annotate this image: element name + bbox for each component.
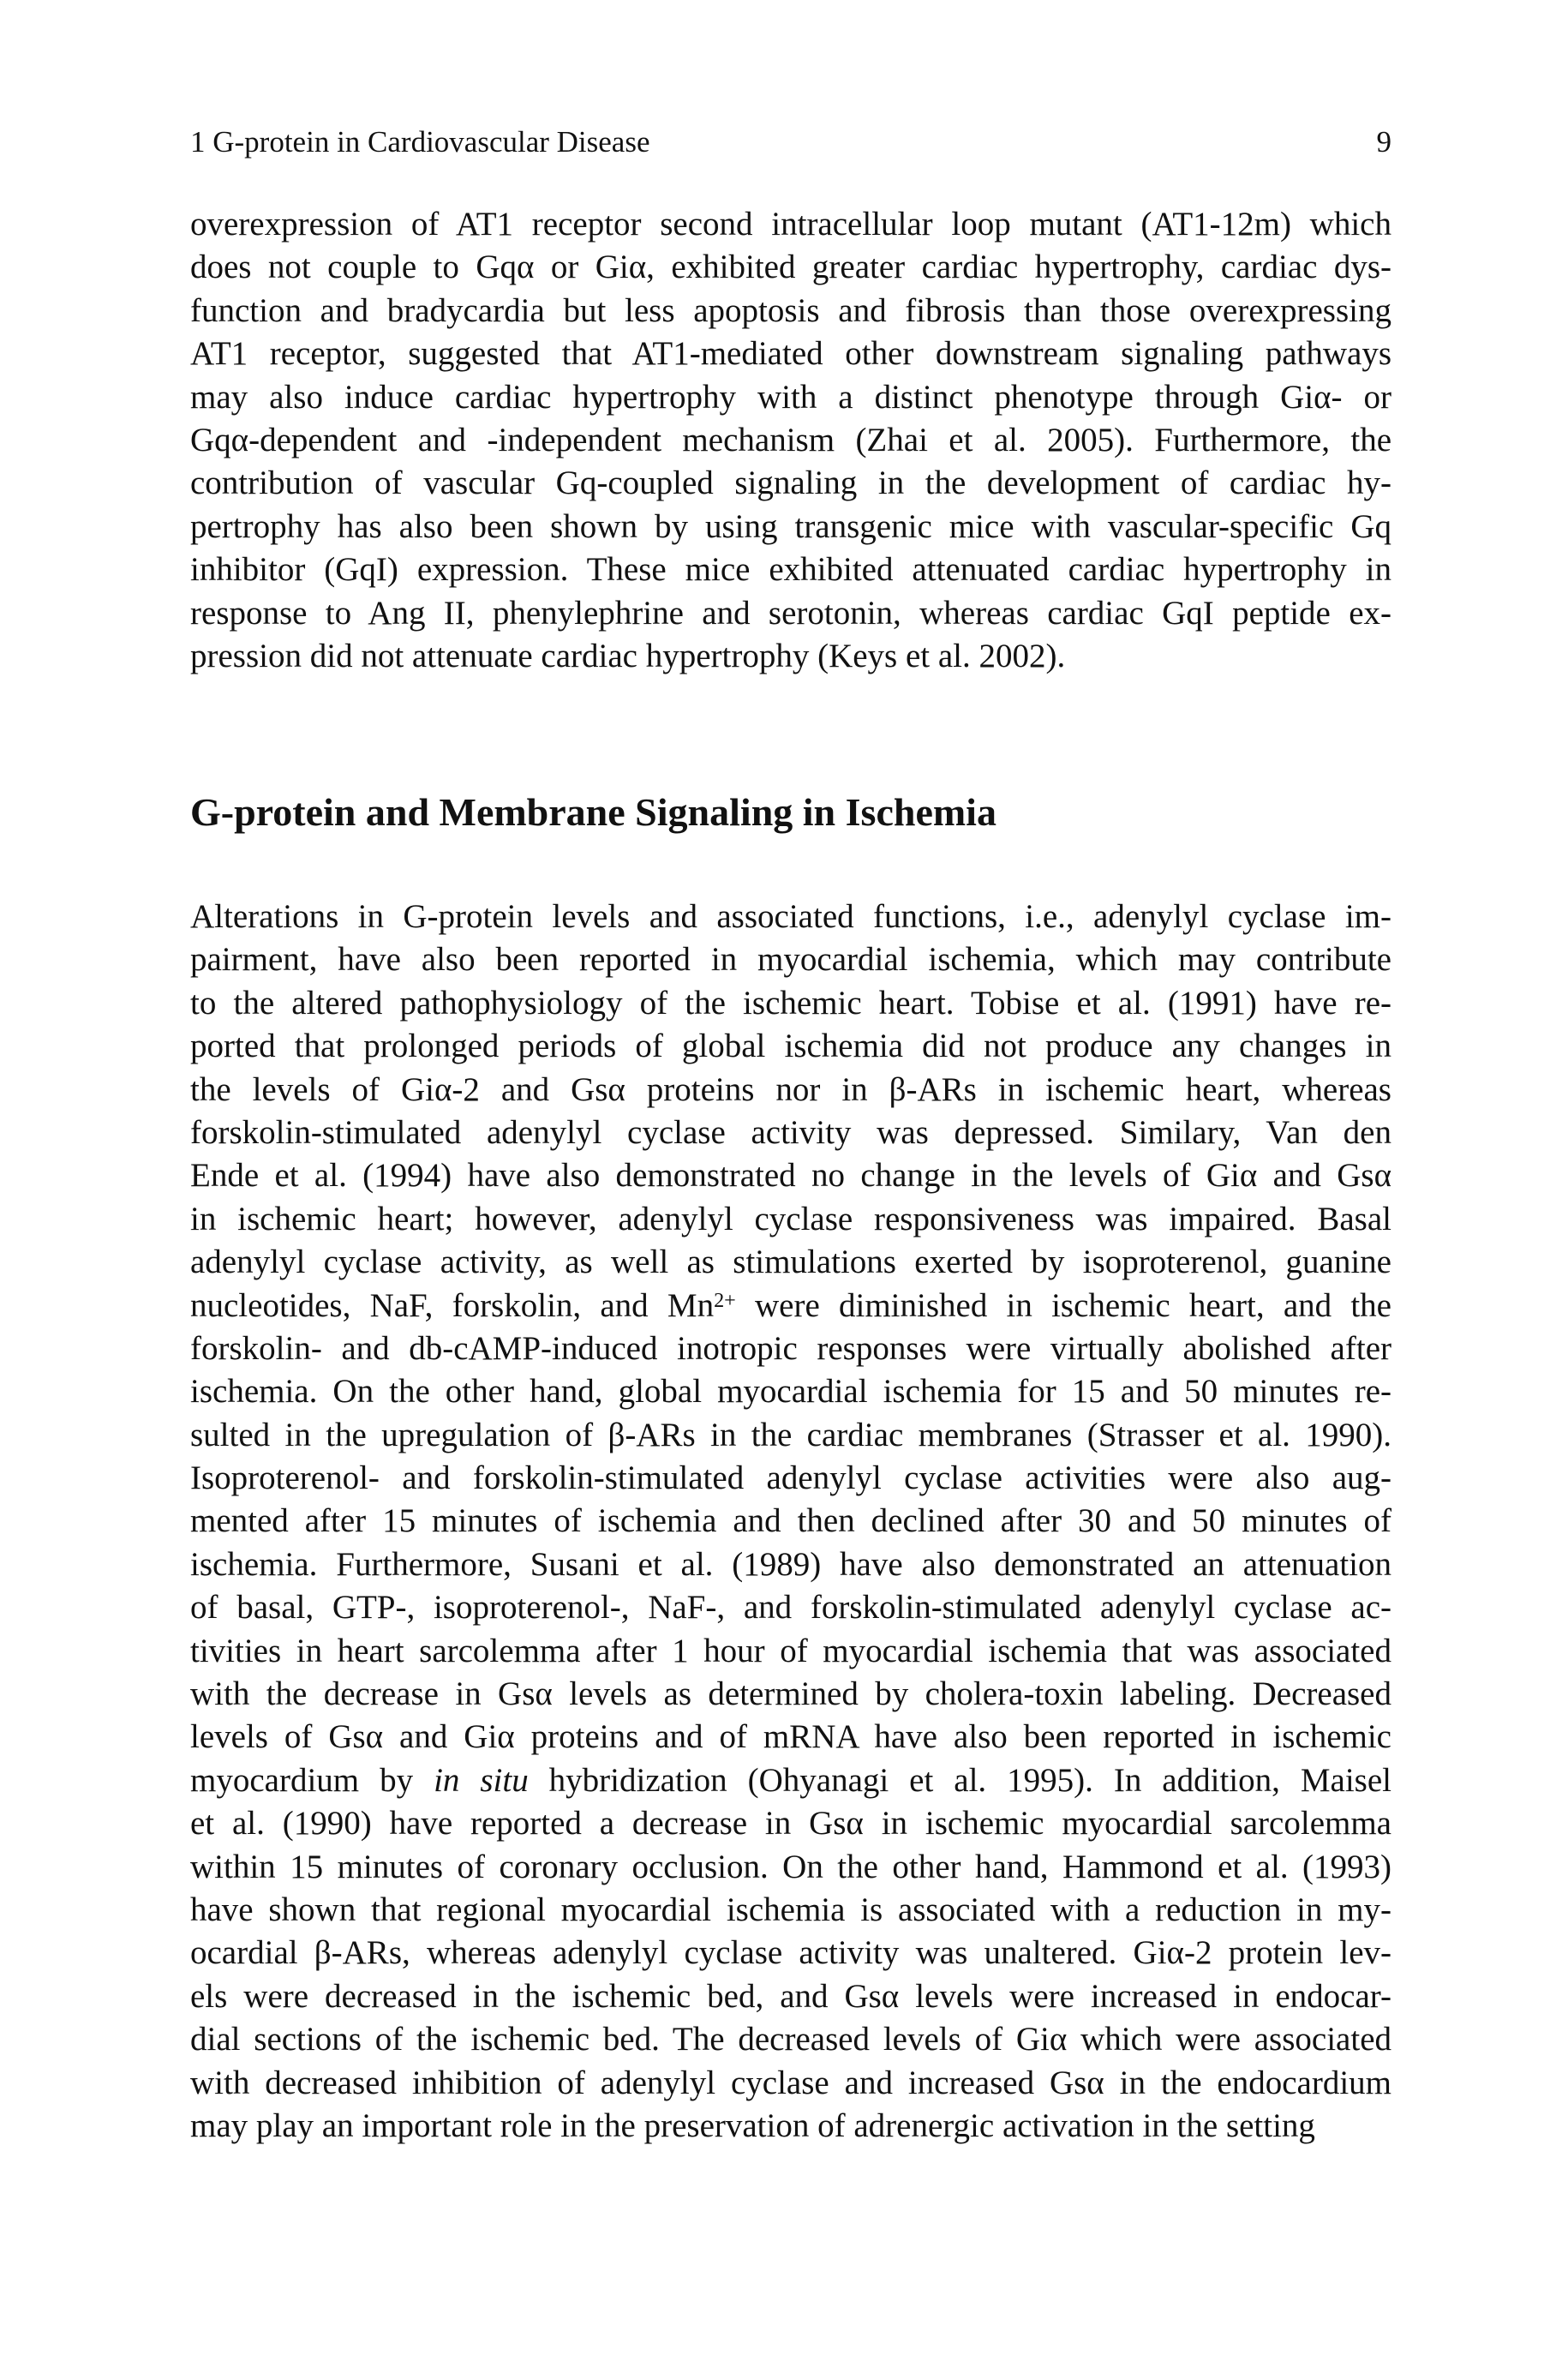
text-line: Ende et al. (1994) have also demonstrated no change in the levels of Giα and Gsα (190, 1157, 1391, 1195)
text-line: in ischemic heart; however, adenylyl cyclase responsiveness was impaired. Basal (190, 1200, 1391, 1237)
text-line: does not couple to Gqα or Giα, exhibited greater cardiac hypertrophy, cardiac dys- (190, 249, 1391, 286)
text-line: function and bradycardia but less apoptosis and fibrosis than those overexpressing (190, 291, 1391, 329)
paragraph-2 (190, 896, 1391, 2148)
text-line: adenylyl cyclase activity, as well as stimulations exerted by isoproterenol, guanine (190, 1243, 1391, 1281)
text-line: overexpression of AT1 receptor second intracellular loop mutant (AT1-12m) which (190, 206, 1391, 243)
text-line: pairment, have also been reported in myocardial ischemia, which may contribute (190, 941, 1391, 979)
superscript: 2+ (714, 1288, 736, 1312)
text-line: within 15 minutes of coronary occlusion. On the other hand, Hammond et al. (1993) (190, 1848, 1391, 1885)
text-line-part: hybridization (Ohyanagi et al. 1995). In addition, Maisel (528, 1761, 1391, 1799)
text-line: ocardial β-ARs, whereas adenylyl cyclase activity was unaltered. Giα-2 protein lev- (190, 1934, 1391, 1972)
text-line (190, 1285, 1391, 1327)
running-head (190, 123, 1391, 161)
text-line: Alterations in G-protein levels and associated functions, i.e., adenylyl cyclase im- (190, 898, 1391, 935)
text-line: ischemia. Furthermore, Susani et al. (1989) have also demonstrated an attenuation (190, 1545, 1391, 1583)
text-line: mented after 15 minutes of ischemia and then declined after 30 and 50 minutes of (190, 1502, 1391, 1540)
section-heading: G-protein and Membrane Signaling in Ischemia (190, 790, 996, 834)
text-line: els were decreased in the ischemic bed, and Gsα levels were increased in endocar- (190, 1977, 1391, 2015)
text-line: inhibitor (GqI) expression. These mice exhibited attenuated cardiac hypertrophy in (190, 551, 1391, 589)
text-line: of basal, GTP-, isoproterenol-, NaF-, and forskolin-stimulated adenylyl cyclase ac- (190, 1589, 1391, 1627)
text-line: forskolin- and db-cAMP-induced inotropic responses were virtually abolished after (190, 1329, 1391, 1367)
text-line: forskolin-stimulated adenylyl cyclase activity was depressed. Similary, Van den (190, 1113, 1391, 1151)
text-line: have shown that regional myocardial ischemia is associated with a reduction in my- (190, 1891, 1391, 1928)
text-line: dial sections of the ischemic bed. The decreased levels of Giα which were associated (190, 2021, 1391, 2058)
text-line: et al. (1990) have reported a decrease in Gsα in ischemic myocardial sarcolemma (190, 1805, 1391, 1843)
paragraph-1 (190, 203, 1391, 678)
text-line: sulted in the upregulation of β-ARs in the cardiac membranes (Strasser et al. 1990). (190, 1416, 1391, 1453)
text-line-part: nucleotides, NaF, forskolin, and Mn (190, 1286, 715, 1324)
text-line: pression did not attenuate cardiac hypertrophy (Keys et al. 2002). (190, 637, 1066, 674)
text-line-part: were diminished in ischemic heart, and the (735, 1286, 1391, 1324)
text-line: to the altered pathophysiology of the ischemic heart. Tobise et al. (1991) have re- (190, 984, 1391, 1022)
text-line: the levels of Giα-2 and Gsα proteins nor in β-ARs in ischemic heart, whereas (190, 1070, 1391, 1108)
text-line: Gqα-dependent and -independent mechanism (Zhai et al. 2005). Furthermore, the (190, 421, 1391, 458)
text-line (190, 1759, 1391, 1802)
running-head-title: 1 G-protein in Cardiovascular Disease (190, 125, 650, 159)
text-line-part: myocardium by (190, 1761, 434, 1799)
italic-term: in situ (434, 1761, 529, 1799)
text-line: may also induce cardiac hypertrophy with a distinct phenotype through Giα- or (190, 378, 1391, 416)
text-line: with the decrease in Gsα levels as determined by cholera-toxin labeling. Decreased (190, 1675, 1391, 1713)
text-line: ischemia. On the other hand, global myocardial ischemia for 15 and 50 minutes re- (190, 1373, 1391, 1411)
text-line: Isoproterenol- and forskolin-stimulated adenylyl cyclase activities were also aug- (190, 1459, 1391, 1497)
text-line: ported that prolonged periods of global ischemia did not produce any changes in (190, 1028, 1391, 1065)
text-line: may play an important role in the preservation of adrenergic activation in the setting (190, 2106, 1315, 2144)
text-line: pertrophy has also been shown by using transgenic mice with vascular-specific Gq (190, 507, 1391, 545)
text-line: tivities in heart sarcolemma after 1 hour of myocardial ischemia that was associated (190, 1632, 1391, 1669)
page-number: 9 (1376, 125, 1391, 159)
text-line: with decreased inhibition of adenylyl cyclase and increased Gsα in the endocardium (190, 2064, 1391, 2101)
text-line: levels of Gsα and Giα proteins and of mRNA have also been reported in ischemic (190, 1718, 1391, 1756)
text-line: response to Ang II, phenylephrine and serotonin, whereas cardiac GqI peptide ex- (190, 594, 1391, 632)
text-line: AT1 receptor, suggested that AT1-mediated other downstream signaling pathways (190, 335, 1391, 373)
text-line: contribution of vascular Gq-coupled signaling in the development of cardiac hy- (190, 464, 1391, 502)
